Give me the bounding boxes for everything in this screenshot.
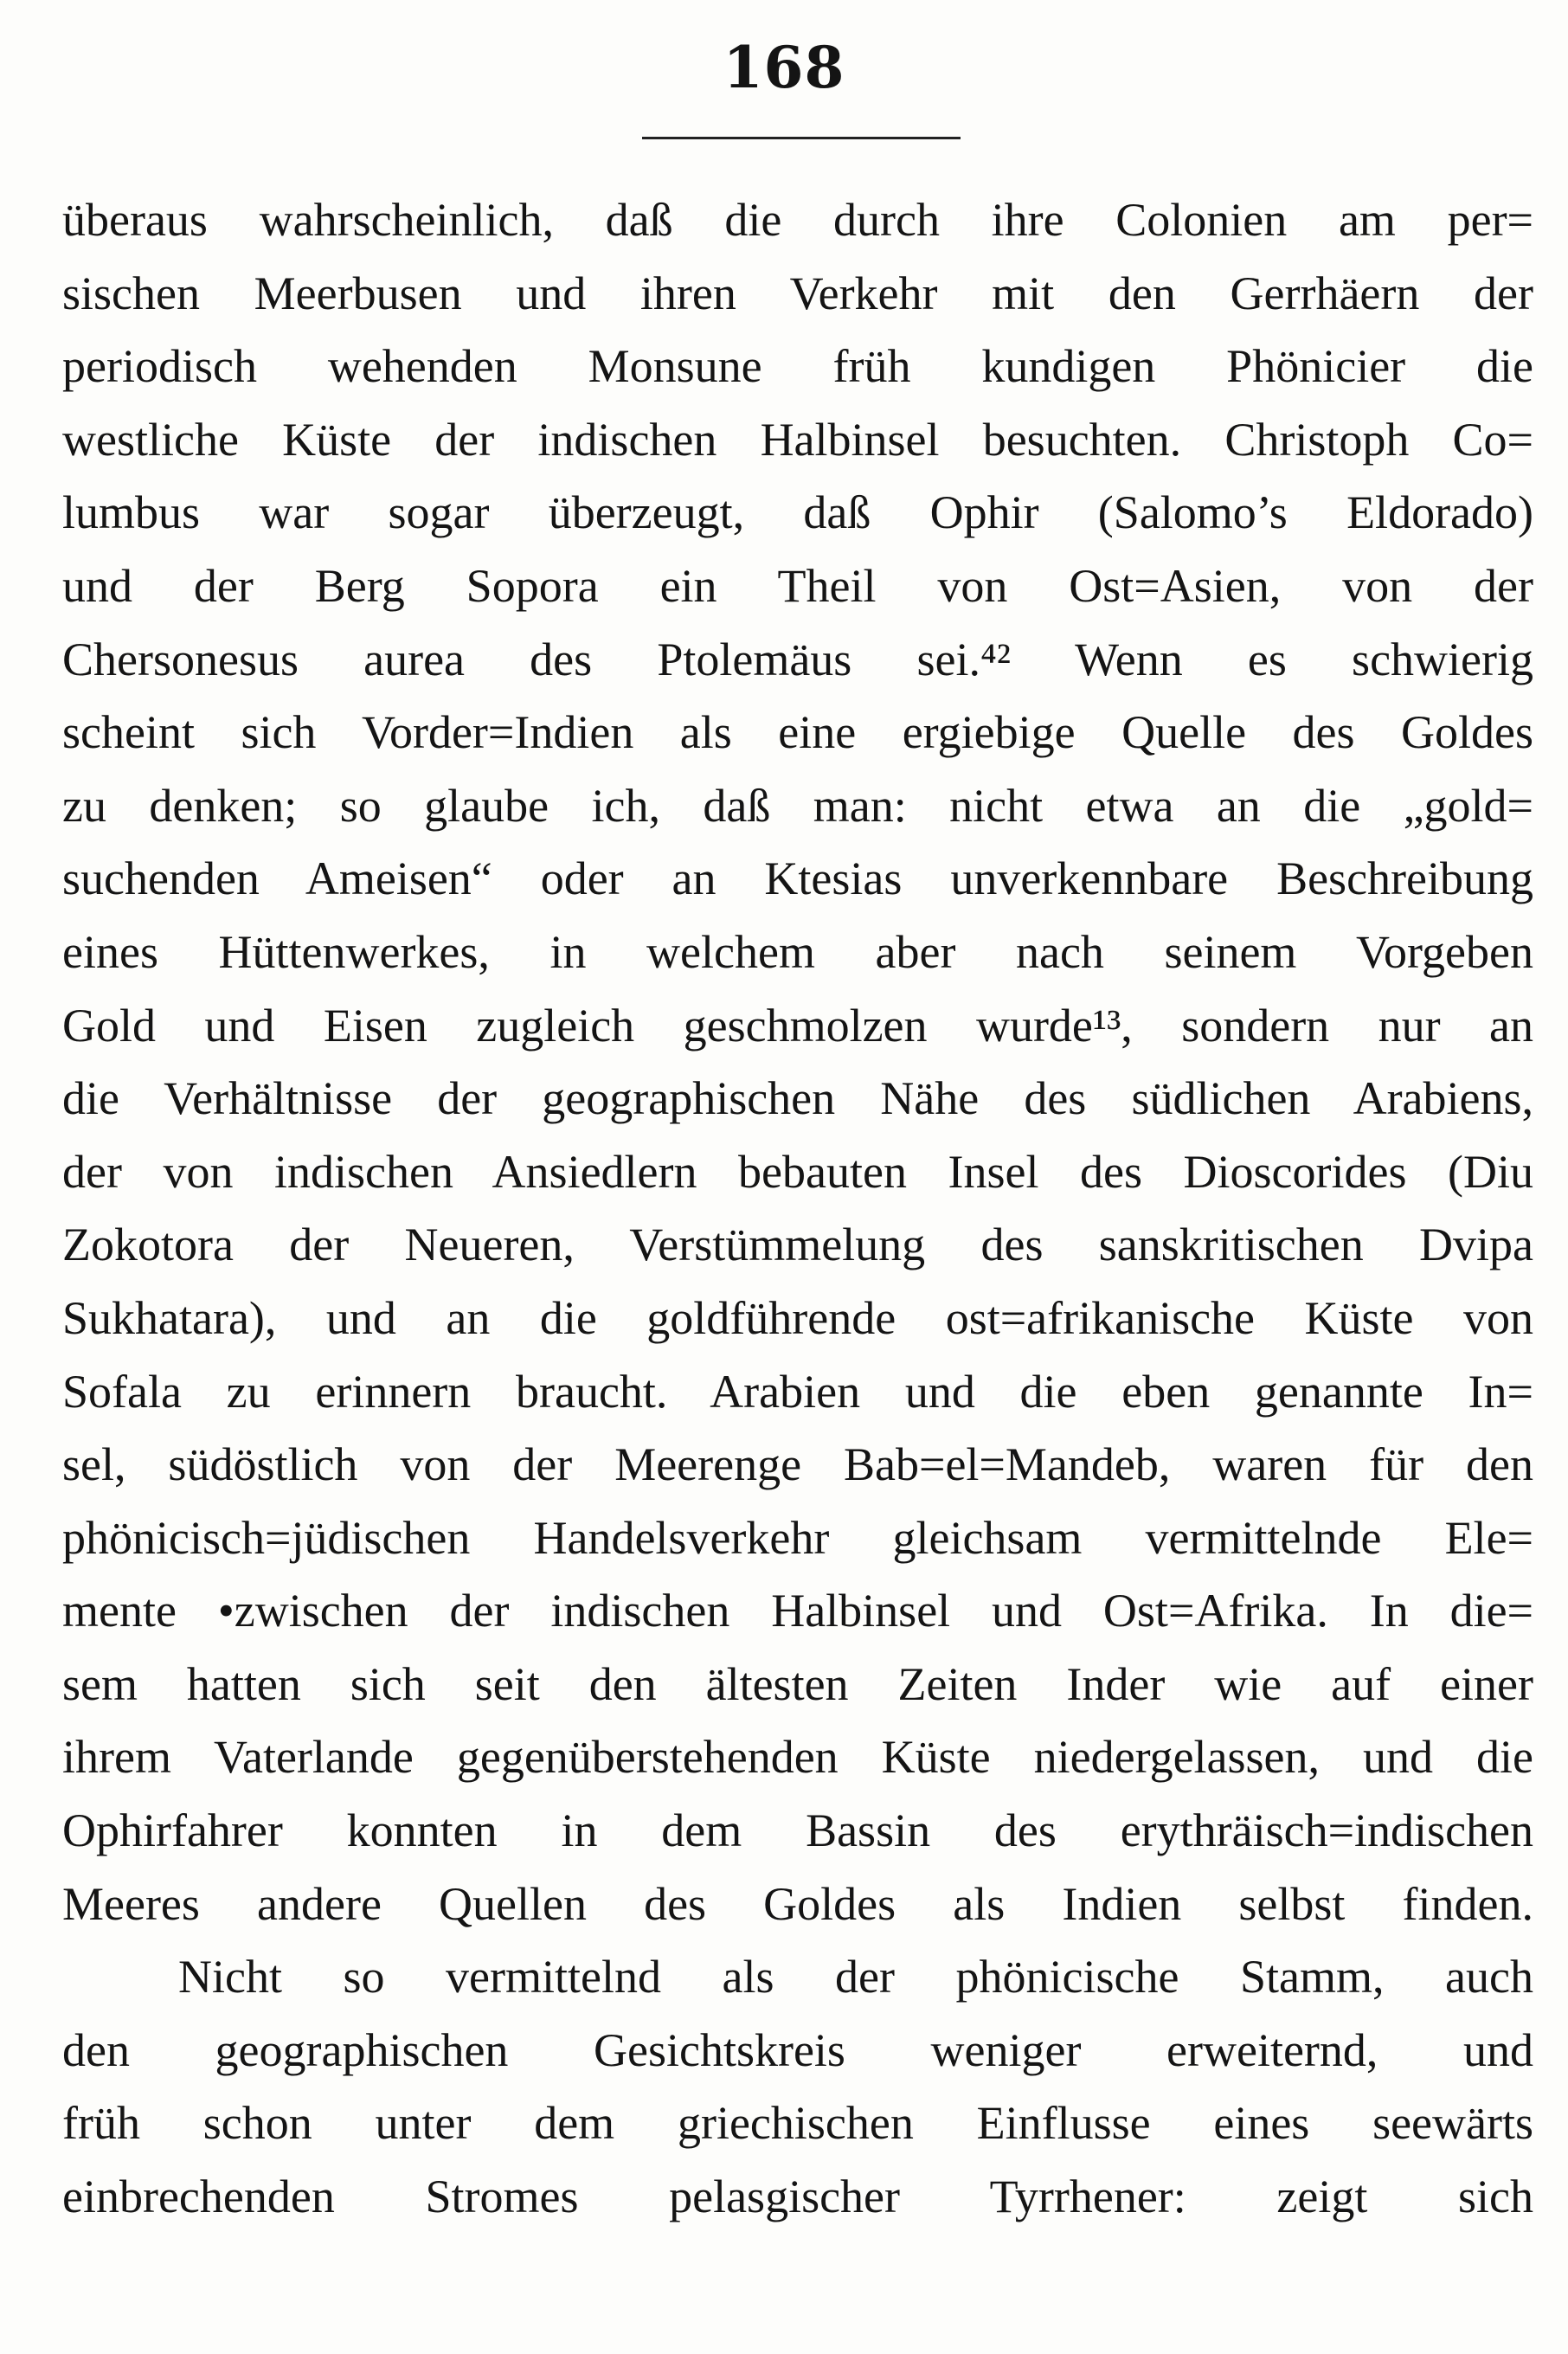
text-line: Gold und Eisen zugleich geschmolzen wurde¹³, sondern nur an (62, 999, 1533, 1052)
text-line: der von indischen Ansiedlern bebauten Insel des Dioscorides (Diu (62, 1145, 1533, 1198)
text-line: sem hatten sich seit den ältesten Zeiten Inder wie auf einer (62, 1657, 1533, 1710)
text-line: ihrem Vaterlande gegenüberstehenden Küste niedergelassen, und die (62, 1731, 1533, 1784)
text-line: scheint sich Vorder=Indien als eine ergiebige Quelle des Goldes (62, 706, 1533, 759)
text-line: Ophirfahrer konnten in dem Bassin des erythräisch=indischen (62, 1804, 1533, 1857)
text-line: den geographischen Gesichtskreis weniger erweiternd, und (62, 2023, 1533, 2076)
text-line: lumbus war sogar überzeugt, daß Ophir (Salomo’s Eldorado) (62, 486, 1533, 539)
text-line: Meeres andere Quellen des Goldes als Indien selbst finden. (62, 1877, 1533, 1930)
text-line: überaus wahrscheinlich, daß die durch ihre Colonien am per= (62, 194, 1533, 246)
text-line: westliche Küste der indischen Halbinsel besuchten. Christoph Co= (62, 413, 1533, 466)
text-line: suchenden Ameisen“ oder an Ktesias unverkennbare Beschreibung (62, 852, 1533, 905)
text-line: eines Hüttenwerkes, in welchem aber nach seinem Vorgeben (62, 925, 1533, 978)
header-rule (642, 137, 961, 139)
page-number: 168 (723, 34, 845, 101)
text-line: sischen Meerbusen und ihren Verkehr mit den Gerrhäern der (62, 267, 1533, 319)
text-line: Zokotora der Neueren, Verstümmelung des sanskritischen Dvipa (62, 1219, 1533, 1271)
text-line: die Verhältnisse der geographischen Nähe des südlichen Arabiens, (62, 1072, 1533, 1125)
text-line: phönicisch=jüdischen Handelsverkehr gleichsam vermittelnde Ele= (62, 1511, 1533, 1564)
text-line: früh schon unter dem griechischen Einflusse eines seewärts (62, 2097, 1533, 2150)
text-line: und der Berg Sopora ein Theil von Ost=Asien, von der (62, 559, 1533, 612)
text-line: Sukhatara), und an die goldführende ost=afrikanische Küste von (62, 1291, 1533, 1344)
text-line: mente •zwischen der indischen Halbinsel und Ost=Afrika. In die= (62, 1585, 1533, 1637)
text-line: einbrechenden Stromes pelasgischer Tyrrhener: zeigt sich (62, 2171, 1533, 2223)
text-line: zu denken; so glaube ich, daß man: nicht etwa an die „gold= (62, 779, 1533, 832)
text-line: periodisch wehenden Monsune früh kundigen Phönicier die (62, 340, 1533, 393)
text-line: Nicht so vermittelnd als der phönicische Stamm, auch (178, 1951, 1533, 2003)
text-line: Sofala zu erinnern braucht. Arabien und die eben genannte In= (62, 1365, 1533, 1418)
text-line: sel, südöstlich von der Meerenge Bab=el=Mandeb, waren für den (62, 1438, 1533, 1491)
text-line: Chersonesus aurea des Ptolemäus sei.⁴² Wenn es schwierig (62, 633, 1533, 685)
body-text (62, 183, 1533, 2234)
